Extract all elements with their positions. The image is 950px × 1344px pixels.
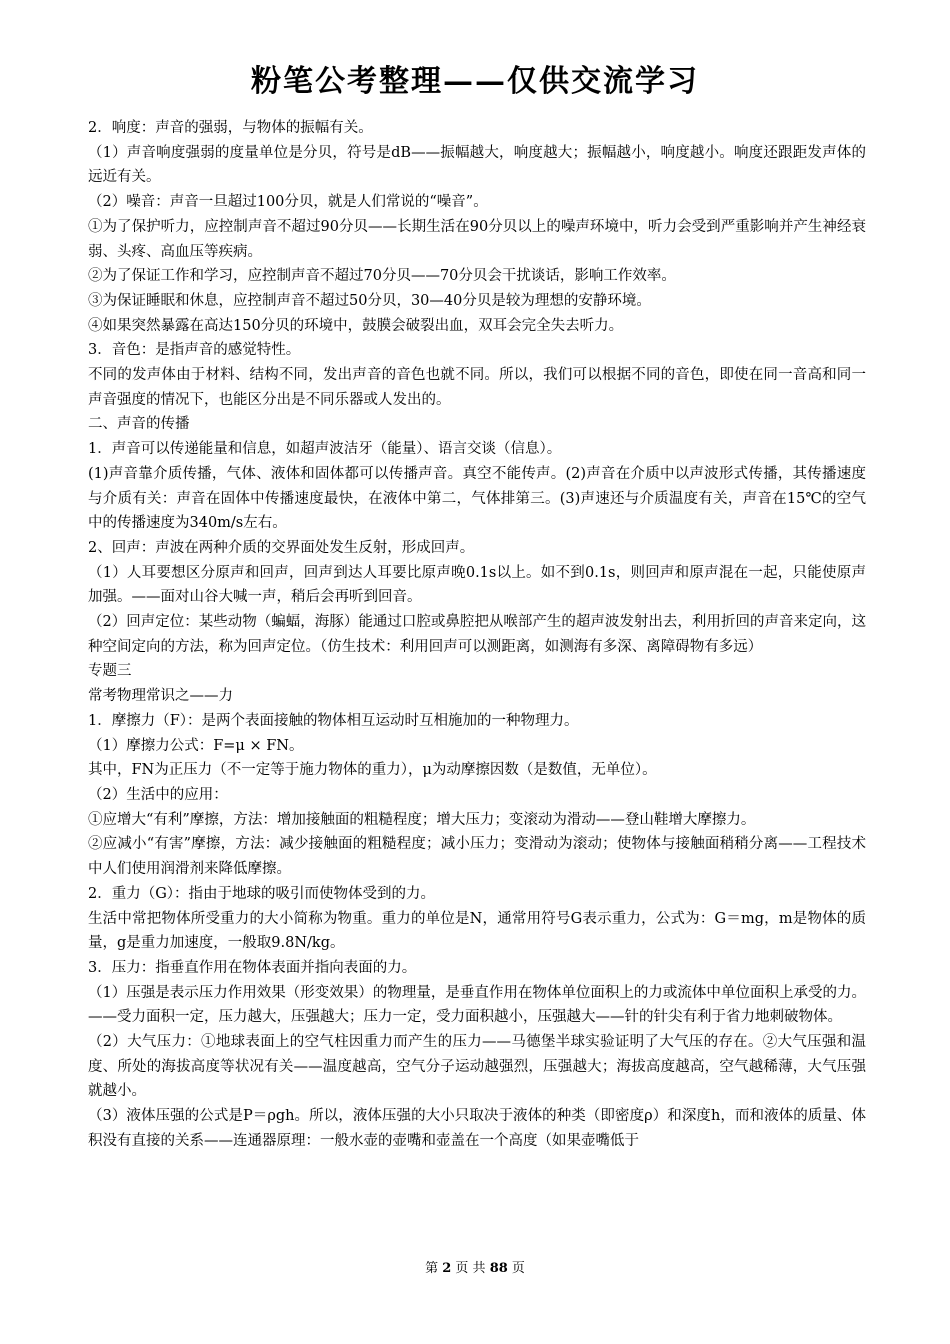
- paragraph: ①为了保护听力，应控制声音不超过90分贝——长期生活在90分贝以上的噪声环境中，听力会受到严重影响并产生神经衰弱、头疼、高血压等疾病。: [88, 218, 866, 260]
- page-header-title: 粉笔公考整理——仅供交流学习: [251, 64, 699, 99]
- paragraph: 1．摩擦力（F）：是两个表面接触的物体相互运动时互相施加的一种物理力。: [88, 712, 579, 729]
- paragraph: ②为了保证工作和学习，应控制声音不超过70分贝——70分贝会干扰谈话，影响工作效率。: [88, 268, 676, 285]
- paragraph: （2）大气压力：①地球表面上的空气柱因重力而产生的压力——马德堡半球实验证明了大气压的存在。②大气压强和温度、所处的海拔高度等状况有关——温度越高，空气分子运动越强烈，压强越大；海拔高度越高，空气越稀薄，大气压强就越小。: [88, 1034, 866, 1100]
- paragraph: （3）液体压强的公式是P＝ρgh。所以，液体压强的大小只取决于液体的种类（即密度ρ）和深度h，而和液体的质量、体积没有直接的关系——连通器原理：一般水壶的壶嘴和壶盖在一个高度（如果壶嘴低于: [88, 1108, 866, 1149]
- paragraph: (1)声音靠介质传播，气体、液体和固体都可以传播声音。真空不能传声。(2)声音在介质中以声波形式传播，其传播速度与介质有关：声音在固体中传播速度最快，在液体中第二，气体排第三。(3)声速还与介质温度有关，声音在15℃的空气中的传播速度为340m/s左右。: [88, 465, 866, 532]
- footer-prefix: 第: [425, 1261, 439, 1276]
- paragraph: 3．音色：是指声音的感觉特性。: [88, 342, 301, 359]
- section-heading: 专题三: [88, 663, 132, 680]
- current-page-number: 2: [442, 1261, 452, 1276]
- paragraph: 生活中常把物体所受重力的大小简称为物重。重力的单位是N，通常用符号G表示重力，公式为：G＝mg，m是物体的质量，g是重力加速度，一般取9.8N/kg。: [88, 910, 866, 952]
- page-footer: [0, 1257, 950, 1276]
- paragraph: ②应减小“有害”摩擦，方法：减少接触面的粗糙程度；减小压力；变滑动为滚动；使物体与接触面稍稍分离——工程技术中人们使用润滑剂来降低摩擦。: [88, 836, 866, 878]
- paragraph: （1）压强是表示压力作用效果（形变效果）的物理量，是垂直作用在物体单位面积上的力或流体中单位面积上承受的力。——受力面积一定，压力越大，压强越大；压力一定，受力面积越小，压强越大——针的针尖有利于省力地刺破物体。: [88, 984, 866, 1026]
- paragraph: 2．响度：声音的强弱，与物体的振幅有关。: [88, 120, 373, 136]
- section-heading: 常考物理常识之——力: [88, 688, 233, 705]
- paragraph: （1）声音响度强弱的度量单位是分贝，符号是dB——振幅越大，响度越大；振幅越小，响度越小。响度还跟距发声体的远近有关。: [88, 144, 866, 186]
- footer-middle: 页 共: [455, 1261, 486, 1276]
- paragraph: （2）噪音：声音一旦超过100分贝，就是人们常说的“噪音”。: [88, 194, 488, 211]
- paragraph: 1．声音可以传递能量和信息，如超声波洁牙（能量）、语言交谈（信息）。: [88, 441, 562, 458]
- paragraph: 其中，FN为正压力（不一定等于施力物体的重力），μ为动摩擦因数（是数值，无单位）。: [88, 762, 657, 779]
- paragraph: （1）人耳要想区分原声和回声，回声到达人耳要比原声晚0.1s以上。如不到0.1s，则回声和原声混在一起，只能使原声加强。——面对山谷大喊一声，稍后会再听到回音。: [88, 564, 866, 606]
- paragraph: 不同的发声体由于材料、结构不同，发出声音的音色也就不同。所以，我们可以根据不同的音色，即使在同一音高和同一声音强度的情况下，也能区分出是不同乐器或人发出的。: [88, 367, 866, 408]
- paragraph: ④如果突然暴露在高达150分贝的环境中，鼓膜会破裂出血，双耳会完全失去听力。: [88, 317, 624, 334]
- paragraph: 2．重力（G）：指由于地球的吸引而使物体受到的力。: [88, 885, 436, 902]
- section-heading: 二、声音的传播: [88, 416, 190, 433]
- paragraph: （2）回声定位：某些动物（蝙蝠，海豚）能通过口腔或鼻腔把从喉部产生的超声波发射出去，利用折回的声音来定向，这种空间定向的方法，称为回声定位。（仿生技术：利用回声可以测距离，如测海有多深、离障碍物有多远）: [88, 614, 866, 655]
- paragraph: ③为保证睡眠和休息，应控制声音不超过50分贝，30—40分贝是较为理想的安静环境。: [88, 292, 651, 309]
- paragraph: 2、回声：声波在两种介质的交界面处发生反射，形成回声。: [88, 539, 475, 556]
- paragraph: ①应增大“有利”摩擦，方法：增加接触面的粗糙程度；增大压力；变滚动为滑动——登山鞋增大摩擦力。: [88, 811, 756, 828]
- paragraph: （2）生活中的应用：: [88, 786, 228, 803]
- paragraph: （1）摩擦力公式：F=μ × FN。: [88, 737, 304, 754]
- document-body: [88, 116, 866, 1154]
- footer-suffix: 页: [511, 1261, 525, 1276]
- paragraph: 3．压力：指垂直作用在物体表面并指向表面的力。: [88, 959, 417, 976]
- total-page-count: 88: [489, 1261, 508, 1276]
